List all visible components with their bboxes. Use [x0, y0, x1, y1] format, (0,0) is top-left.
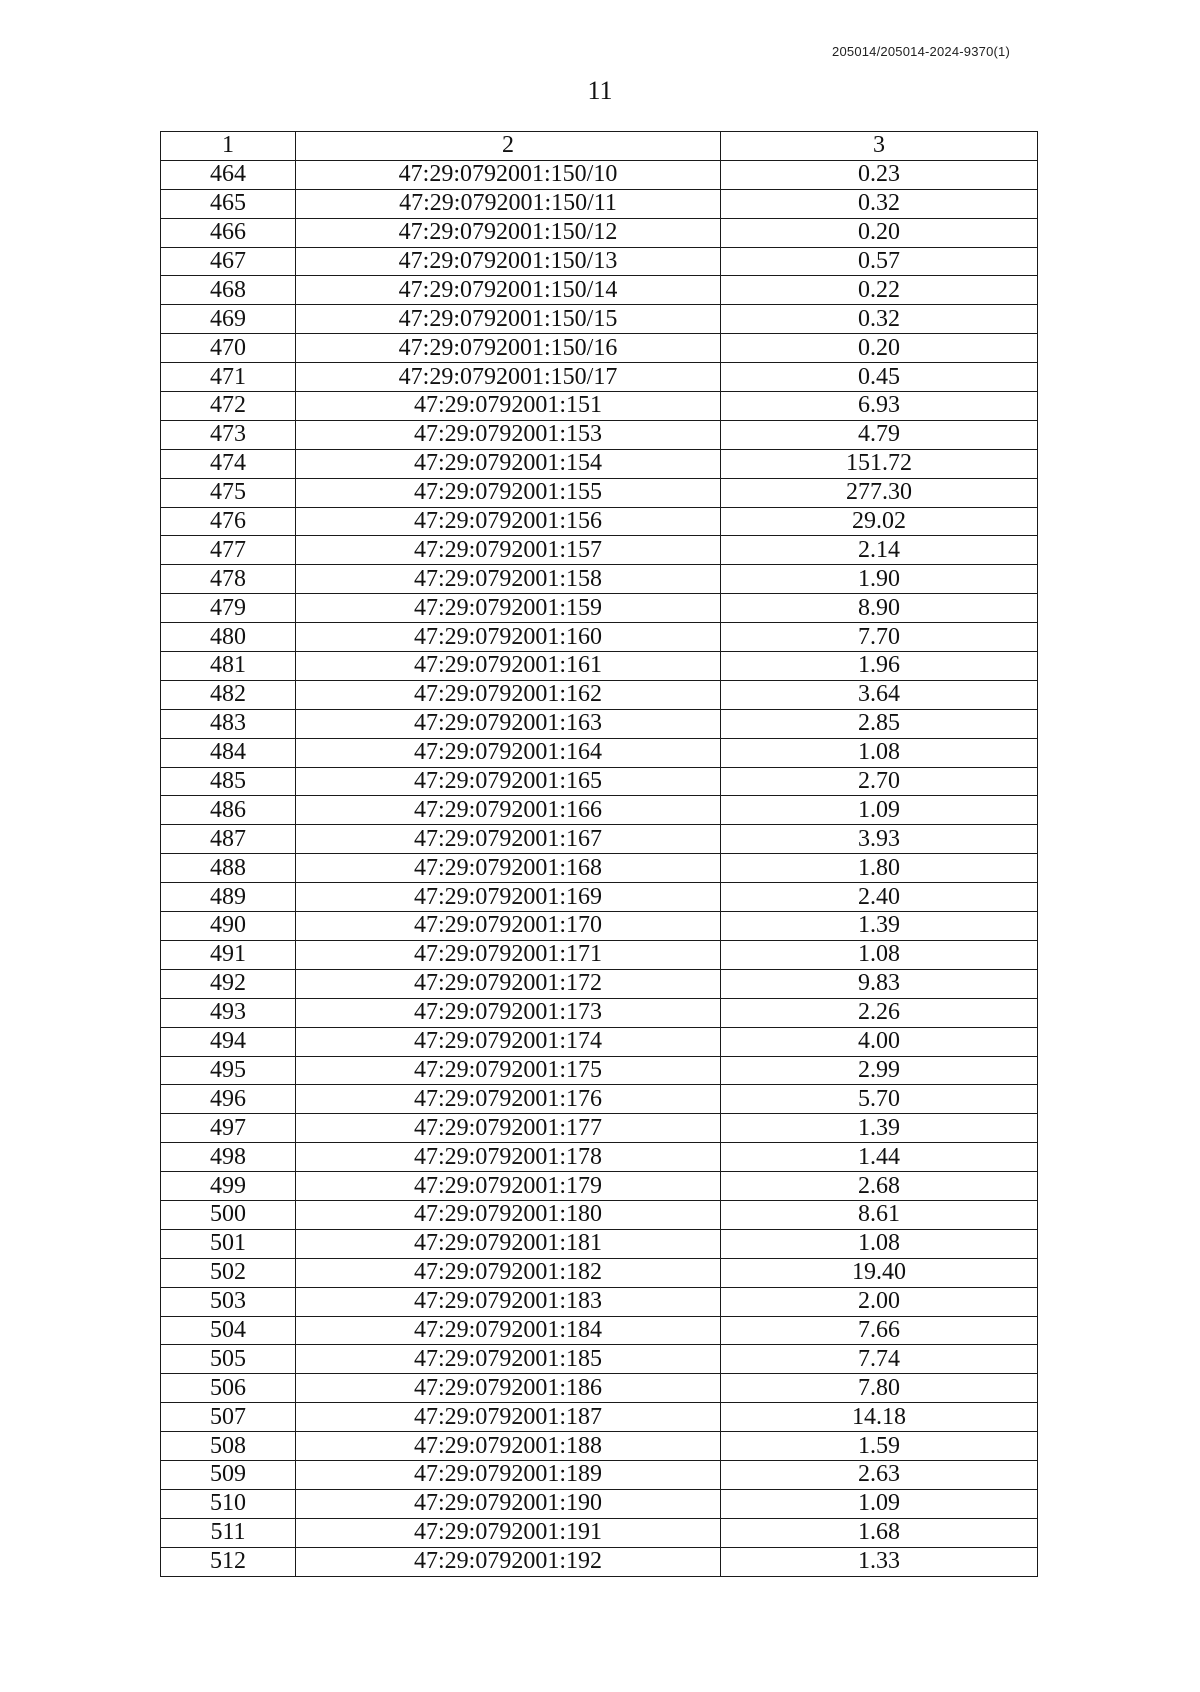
row-number-cell: 487	[161, 825, 296, 854]
row-number-cell: 510	[161, 1489, 296, 1518]
value-cell: 0.20	[721, 334, 1038, 363]
value-cell: 1.39	[721, 912, 1038, 941]
cadastral-number-cell: 47:29:0792001:156	[296, 507, 721, 536]
cadastral-number-cell: 47:29:0792001:189	[296, 1460, 721, 1489]
value-cell: 3.93	[721, 825, 1038, 854]
table-row	[161, 334, 1038, 363]
value-cell: 0.45	[721, 363, 1038, 392]
cadastral-number-cell: 47:29:0792001:184	[296, 1316, 721, 1345]
cadastral-number-cell: 47:29:0792001:158	[296, 565, 721, 594]
value-cell: 5.70	[721, 1085, 1038, 1114]
table-row	[161, 969, 1038, 998]
page-number: 11	[587, 76, 613, 105]
cadastral-number-cell: 47:29:0792001:157	[296, 536, 721, 565]
value-cell: 1.09	[721, 796, 1038, 825]
table-row	[161, 623, 1038, 652]
column-header-1: 1	[161, 132, 296, 161]
row-number-cell: 494	[161, 1027, 296, 1056]
value-cell: 2.63	[721, 1460, 1038, 1489]
table-row	[161, 1547, 1038, 1576]
cadastral-number-cell: 47:29:0792001:180	[296, 1200, 721, 1229]
value-cell: 151.72	[721, 449, 1038, 478]
row-number-cell: 501	[161, 1229, 296, 1258]
table-row	[161, 594, 1038, 623]
value-cell: 2.40	[721, 883, 1038, 912]
cadastral-number-cell: 47:29:0792001:171	[296, 940, 721, 969]
table-header-row	[161, 132, 1038, 161]
row-number-cell: 511	[161, 1518, 296, 1547]
value-cell: 2.99	[721, 1056, 1038, 1085]
cadastral-number-cell: 47:29:0792001:163	[296, 709, 721, 738]
row-number-cell: 509	[161, 1460, 296, 1489]
value-cell: 6.93	[721, 392, 1038, 421]
value-cell: 7.70	[721, 623, 1038, 652]
value-cell: 3.64	[721, 680, 1038, 709]
table-row	[161, 767, 1038, 796]
value-cell: 1.90	[721, 565, 1038, 594]
row-number-cell: 464	[161, 160, 296, 189]
cadastral-number-cell: 47:29:0792001:150/13	[296, 247, 721, 276]
cadastral-number-cell: 47:29:0792001:168	[296, 854, 721, 883]
row-number-cell: 493	[161, 998, 296, 1027]
cadastral-number-cell: 47:29:0792001:178	[296, 1143, 721, 1172]
table-body	[161, 160, 1038, 1576]
cadastral-number-cell: 47:29:0792001:159	[296, 594, 721, 623]
cadastral-number-cell: 47:29:0792001:173	[296, 998, 721, 1027]
row-number-cell: 469	[161, 305, 296, 334]
table-row	[161, 305, 1038, 334]
table-row	[161, 276, 1038, 305]
value-cell: 1.68	[721, 1518, 1038, 1547]
row-number-cell: 507	[161, 1403, 296, 1432]
value-cell: 1.08	[721, 738, 1038, 767]
value-cell: 277.30	[721, 478, 1038, 507]
row-number-cell: 486	[161, 796, 296, 825]
cadastral-number-cell: 47:29:0792001:160	[296, 623, 721, 652]
cadastral-number-cell: 47:29:0792001:174	[296, 1027, 721, 1056]
value-cell: 0.20	[721, 218, 1038, 247]
row-number-cell: 485	[161, 767, 296, 796]
cadastral-number-cell: 47:29:0792001:175	[296, 1056, 721, 1085]
table-row	[161, 449, 1038, 478]
table-row	[161, 912, 1038, 941]
row-number-cell: 474	[161, 449, 296, 478]
row-number-cell: 465	[161, 189, 296, 218]
table-row	[161, 218, 1038, 247]
row-number-cell: 498	[161, 1143, 296, 1172]
cadastral-number-cell: 47:29:0792001:177	[296, 1114, 721, 1143]
table-row	[161, 1518, 1038, 1547]
value-cell: 29.02	[721, 507, 1038, 536]
row-number-cell: 504	[161, 1316, 296, 1345]
cadastral-number-cell: 47:29:0792001:179	[296, 1172, 721, 1201]
value-cell: 2.00	[721, 1287, 1038, 1316]
value-cell: 8.61	[721, 1200, 1038, 1229]
table-row	[161, 478, 1038, 507]
table-row	[161, 392, 1038, 421]
row-number-cell: 505	[161, 1345, 296, 1374]
table-row	[161, 1056, 1038, 1085]
cadastral-number-cell: 47:29:0792001:162	[296, 680, 721, 709]
cadastral-number-cell: 47:29:0792001:169	[296, 883, 721, 912]
row-number-cell: 503	[161, 1287, 296, 1316]
table-row	[161, 652, 1038, 681]
table-row	[161, 998, 1038, 1027]
table-row	[161, 507, 1038, 536]
cadastral-number-cell: 47:29:0792001:150/11	[296, 189, 721, 218]
cadastral-number-cell: 47:29:0792001:185	[296, 1345, 721, 1374]
value-cell: 0.32	[721, 305, 1038, 334]
cadastral-number-cell: 47:29:0792001:150/16	[296, 334, 721, 363]
cadastral-number-cell: 47:29:0792001:150/17	[296, 363, 721, 392]
table-row	[161, 1143, 1038, 1172]
cadastral-number-cell: 47:29:0792001:167	[296, 825, 721, 854]
value-cell: 2.26	[721, 998, 1038, 1027]
value-cell: 2.85	[721, 709, 1038, 738]
row-number-cell: 475	[161, 478, 296, 507]
table-row	[161, 709, 1038, 738]
row-number-cell: 471	[161, 363, 296, 392]
table-row	[161, 1200, 1038, 1229]
value-cell: 1.44	[721, 1143, 1038, 1172]
value-cell: 8.90	[721, 594, 1038, 623]
table-row	[161, 796, 1038, 825]
row-number-cell: 489	[161, 883, 296, 912]
value-cell: 4.00	[721, 1027, 1038, 1056]
value-cell: 7.74	[721, 1345, 1038, 1374]
cadastral-number-cell: 47:29:0792001:155	[296, 478, 721, 507]
row-number-cell: 499	[161, 1172, 296, 1201]
table-row	[161, 738, 1038, 767]
table-row	[161, 1258, 1038, 1287]
table-row	[161, 1460, 1038, 1489]
cadastral-number-cell: 47:29:0792001:181	[296, 1229, 721, 1258]
cadastral-number-cell: 47:29:0792001:183	[296, 1287, 721, 1316]
row-number-cell: 467	[161, 247, 296, 276]
value-cell: 7.80	[721, 1374, 1038, 1403]
value-cell: 4.79	[721, 420, 1038, 449]
cadastral-number-cell: 47:29:0792001:164	[296, 738, 721, 767]
table-row	[161, 247, 1038, 276]
row-number-cell: 473	[161, 420, 296, 449]
value-cell: 1.08	[721, 1229, 1038, 1258]
table-row	[161, 1432, 1038, 1461]
table-row	[161, 1489, 1038, 1518]
value-cell: 1.39	[721, 1114, 1038, 1143]
cadastral-number-cell: 47:29:0792001:186	[296, 1374, 721, 1403]
table-row	[161, 1287, 1038, 1316]
table-row	[161, 565, 1038, 594]
cadastral-number-cell: 47:29:0792001:182	[296, 1258, 721, 1287]
row-number-cell: 483	[161, 709, 296, 738]
row-number-cell: 488	[161, 854, 296, 883]
value-cell: 14.18	[721, 1403, 1038, 1432]
table-row	[161, 1027, 1038, 1056]
table-row	[161, 825, 1038, 854]
cadastral-number-cell: 47:29:0792001:166	[296, 796, 721, 825]
value-cell: 1.09	[721, 1489, 1038, 1518]
row-number-cell: 482	[161, 680, 296, 709]
cadastral-number-cell: 47:29:0792001:150/12	[296, 218, 721, 247]
cadastral-number-cell: 47:29:0792001:151	[296, 392, 721, 421]
cadastral-number-cell: 47:29:0792001:188	[296, 1432, 721, 1461]
cadastral-number-cell: 47:29:0792001:187	[296, 1403, 721, 1432]
value-cell: 0.57	[721, 247, 1038, 276]
cadastral-number-cell: 47:29:0792001:165	[296, 767, 721, 796]
row-number-cell: 479	[161, 594, 296, 623]
table-row	[161, 363, 1038, 392]
table-row	[161, 1316, 1038, 1345]
value-cell: 1.59	[721, 1432, 1038, 1461]
row-number-cell: 470	[161, 334, 296, 363]
row-number-cell: 497	[161, 1114, 296, 1143]
row-number-cell: 477	[161, 536, 296, 565]
table-row	[161, 536, 1038, 565]
row-number-cell: 502	[161, 1258, 296, 1287]
table-row	[161, 189, 1038, 218]
cadastral-number-cell: 47:29:0792001:153	[296, 420, 721, 449]
value-cell: 1.96	[721, 652, 1038, 681]
table-row	[161, 1345, 1038, 1374]
table-row	[161, 1114, 1038, 1143]
row-number-cell: 500	[161, 1200, 296, 1229]
value-cell: 0.32	[721, 189, 1038, 218]
value-cell: 0.23	[721, 160, 1038, 189]
cadastral-table	[160, 131, 1038, 1577]
value-cell: 0.22	[721, 276, 1038, 305]
column-header-3: 3	[721, 132, 1038, 161]
table-row	[161, 1229, 1038, 1258]
value-cell: 1.08	[721, 940, 1038, 969]
table-row	[161, 160, 1038, 189]
value-cell: 9.83	[721, 969, 1038, 998]
table-row	[161, 1085, 1038, 1114]
row-number-cell: 472	[161, 392, 296, 421]
row-number-cell: 466	[161, 218, 296, 247]
table-row	[161, 940, 1038, 969]
cadastral-number-cell: 47:29:0792001:192	[296, 1547, 721, 1576]
row-number-cell: 476	[161, 507, 296, 536]
cadastral-number-cell: 47:29:0792001:161	[296, 652, 721, 681]
table-row	[161, 1172, 1038, 1201]
row-number-cell: 506	[161, 1374, 296, 1403]
row-number-cell: 491	[161, 940, 296, 969]
value-cell: 19.40	[721, 1258, 1038, 1287]
cadastral-number-cell: 47:29:0792001:170	[296, 912, 721, 941]
column-header-2: 2	[296, 132, 721, 161]
document-id: 205014/205014-2024-9370(1)	[832, 44, 1010, 59]
cadastral-number-cell: 47:29:0792001:150/14	[296, 276, 721, 305]
cadastral-number-cell: 47:29:0792001:190	[296, 1489, 721, 1518]
row-number-cell: 495	[161, 1056, 296, 1085]
value-cell: 7.66	[721, 1316, 1038, 1345]
cadastral-number-cell: 47:29:0792001:172	[296, 969, 721, 998]
value-cell: 2.14	[721, 536, 1038, 565]
table-row	[161, 883, 1038, 912]
value-cell: 1.80	[721, 854, 1038, 883]
value-cell: 2.68	[721, 1172, 1038, 1201]
cadastral-number-cell: 47:29:0792001:150/10	[296, 160, 721, 189]
row-number-cell: 478	[161, 565, 296, 594]
row-number-cell: 508	[161, 1432, 296, 1461]
table-row	[161, 854, 1038, 883]
value-cell: 2.70	[721, 767, 1038, 796]
cadastral-number-cell: 47:29:0792001:150/15	[296, 305, 721, 334]
row-number-cell: 481	[161, 652, 296, 681]
row-number-cell: 492	[161, 969, 296, 998]
row-number-cell: 480	[161, 623, 296, 652]
table-row	[161, 1403, 1038, 1432]
row-number-cell: 496	[161, 1085, 296, 1114]
table-row	[161, 680, 1038, 709]
table-row	[161, 1374, 1038, 1403]
table-row	[161, 420, 1038, 449]
cadastral-number-cell: 47:29:0792001:154	[296, 449, 721, 478]
value-cell: 1.33	[721, 1547, 1038, 1576]
cadastral-number-cell: 47:29:0792001:191	[296, 1518, 721, 1547]
row-number-cell: 512	[161, 1547, 296, 1576]
cadastral-number-cell: 47:29:0792001:176	[296, 1085, 721, 1114]
row-number-cell: 468	[161, 276, 296, 305]
row-number-cell: 490	[161, 912, 296, 941]
row-number-cell: 484	[161, 738, 296, 767]
